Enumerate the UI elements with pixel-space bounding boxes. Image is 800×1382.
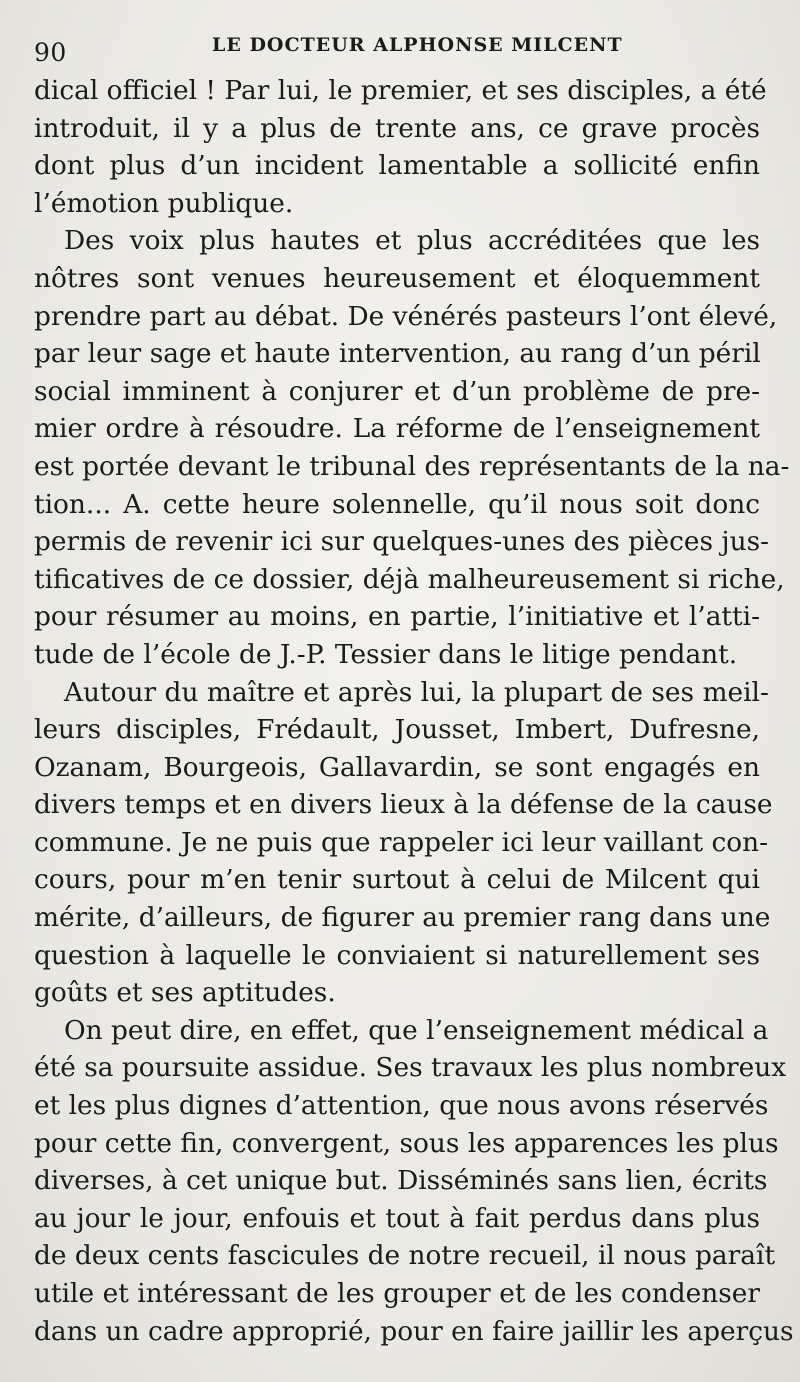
text-line: nôtres sont venues heureusement et éloquemment [34, 262, 760, 294]
text-line: social imminent à conjurer et d’un problème de pre- [34, 375, 760, 407]
page-number: 90 [34, 38, 67, 67]
text-line: mérite, d’ailleurs, de figurer au premier rang dans une [34, 902, 771, 934]
text-line: l’émotion publique. [34, 187, 294, 219]
text-line: leurs disciples, Frédault, Jousset, Imbert, Dufresne, [34, 714, 760, 746]
text-line: est portée devant le tribunal des représentants de la na- [34, 450, 790, 482]
text-line: On peut dire, en effet, que l’enseignement médical a [64, 1014, 769, 1046]
body-text [34, 72, 794, 1350]
running-title: LE DOCTEUR ALPHONSE MILCENT [212, 34, 623, 56]
text-line: utile et intéressant de les grouper et de les condenser [34, 1278, 760, 1309]
text-line: été sa poursuite assidue. Ses travaux les plus nombreux [34, 1052, 787, 1084]
text-line: pour cette fin, convergent, sous les apparences les plus [34, 1127, 779, 1159]
text-line: au jour le jour, enfouis et tout à fait perdus dans plus [34, 1202, 760, 1234]
text-line: par leur sage et haute intervention, au rang d’un péril [34, 338, 761, 370]
text-line: question à laquelle le conviaient si naturellement ses [34, 939, 760, 971]
text-line: Ozanam, Bourgeois, Gallavardin, se sont engagés en [34, 751, 760, 783]
text-line: permis de revenir ici sur quelques-unes des pièces jus- [34, 526, 770, 558]
text-line: diverses, à cet unique but. Disséminés sans lien, écrits [34, 1165, 768, 1197]
text-line: divers temps et en divers lieux à la défense de la cause [34, 789, 773, 821]
text-line: dical officiel ! Par lui, le premier, et ses disciples, a été [34, 75, 767, 106]
page-header [34, 32, 754, 72]
text-line: tificatives de ce dossier, déjà malheureusement si riche, [34, 563, 785, 595]
text-line: pour résumer au moins, en partie, l’initiative et l’atti- [34, 601, 760, 633]
text-line: commune. Je ne puis que rappeler ici leur vaillant con- [34, 826, 769, 858]
text-line: dans un cadre approprié, pour en faire jaillir les aperçus [34, 1315, 794, 1347]
text-line: et les plus dignes d’attention, que nous avons réservés [34, 1090, 769, 1122]
text-line: de deux cents fascicules de notre recueil, il nous paraît [34, 1240, 776, 1272]
text-line: introduit, il y a plus de trente ans, ce grave procès [34, 112, 760, 144]
text-line: prendre part au débat. De vénérés pasteurs l’ont élevé, [34, 300, 778, 332]
text-line: tude de l’école de J.-P. Tessier dans le litige pendant. [34, 638, 738, 670]
text-line: tion... A. cette heure solennelle, qu’il nous soit donc [34, 488, 760, 520]
text-line: Des voix plus hautes et plus accréditées que les [64, 225, 760, 257]
text-line: cours, pour m’en tenir surtout à celui de Milcent qui [34, 864, 760, 896]
text-line: mier ordre à résoudre. La réforme de l’enseignement [34, 413, 760, 445]
text-line: dont plus d’un incident lamentable a sollicité enfin [34, 150, 760, 182]
text-line: Autour du maître et après lui, la plupart de ses meil- [64, 676, 769, 708]
text-line: goûts et ses aptitudes. [34, 977, 336, 1009]
